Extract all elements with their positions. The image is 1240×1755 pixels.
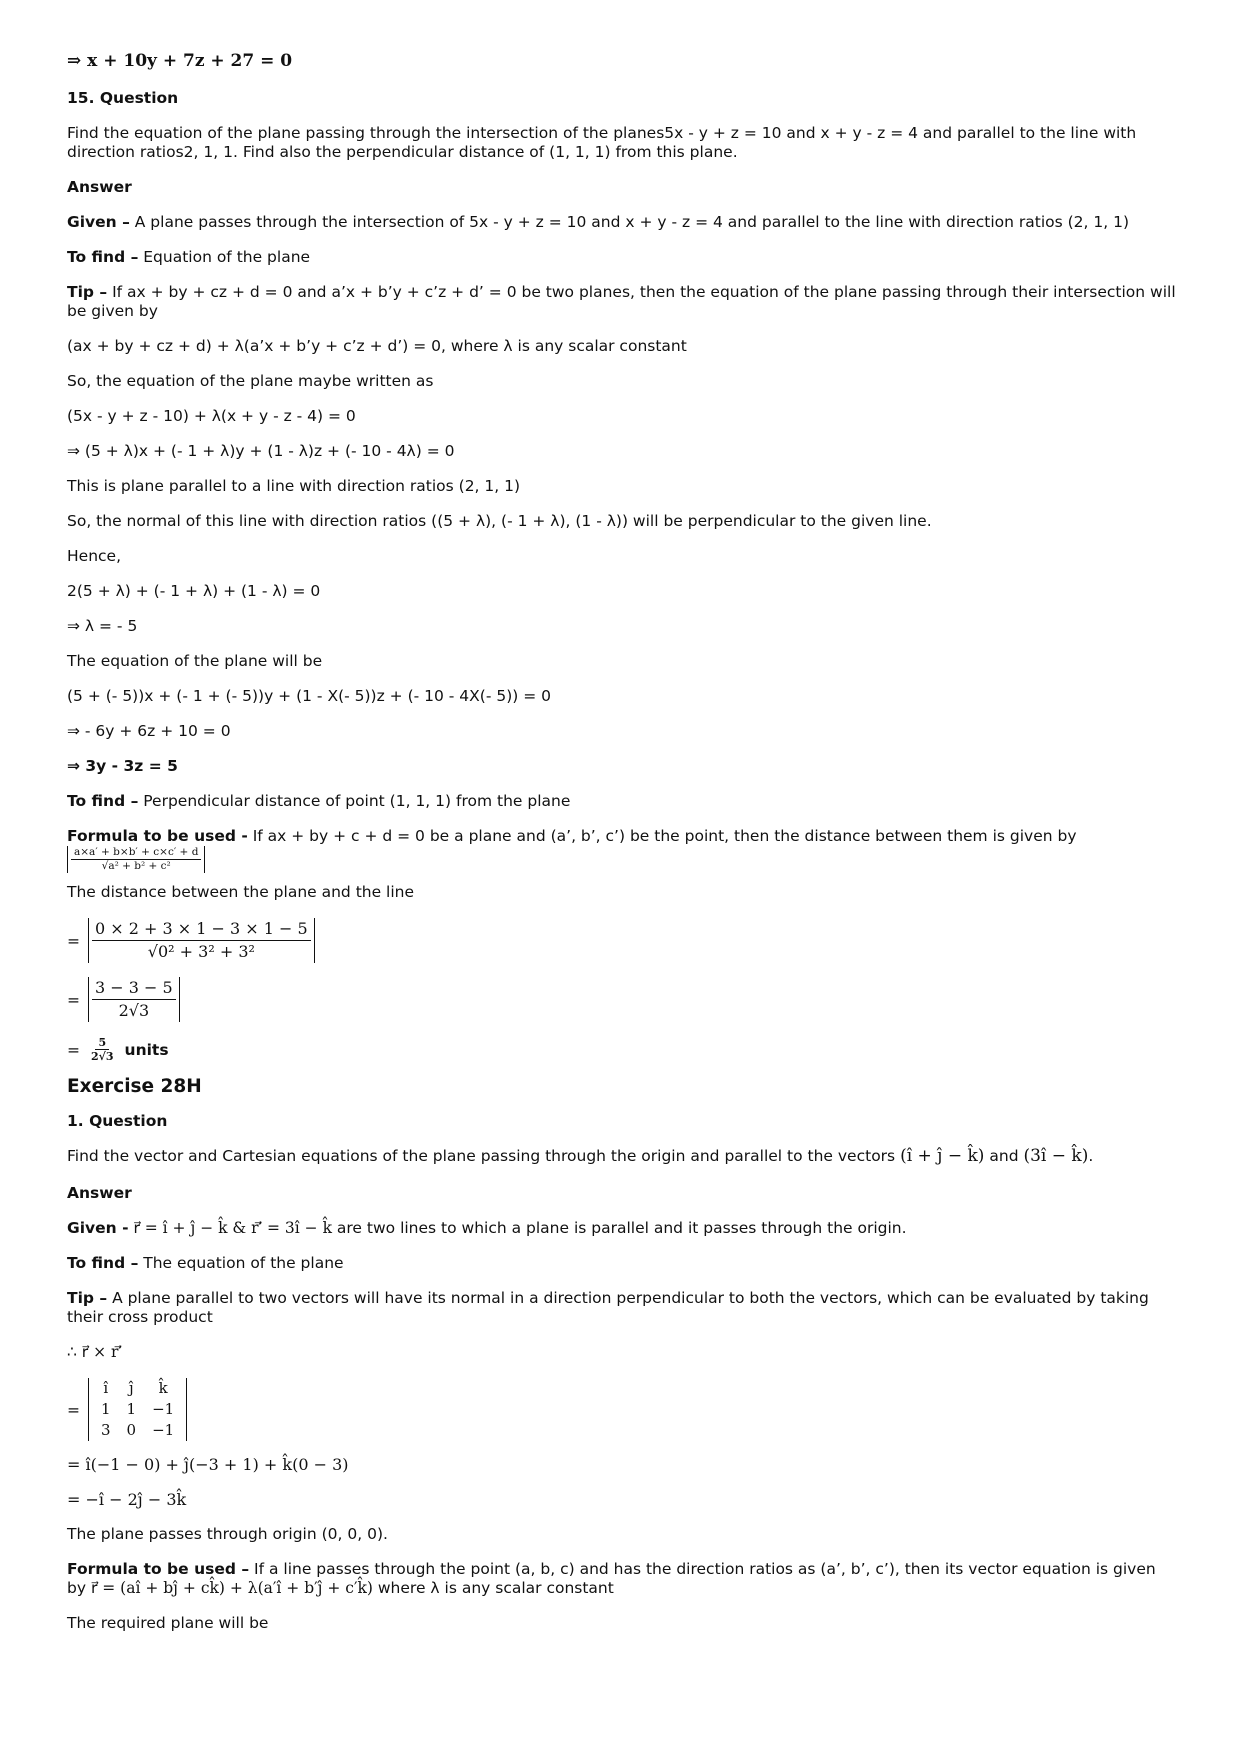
determinant-matrix <box>88 1378 187 1441</box>
equals-sign: = <box>67 990 80 1009</box>
vector-2: (3î − k̂) <box>1023 1146 1089 1166</box>
period: . <box>1088 1147 1094 1165</box>
distance-formula <box>67 846 205 873</box>
fraction-numerator: 5 <box>95 1036 109 1050</box>
formula-end-text: where λ is any scalar constant <box>372 1579 614 1597</box>
question-1-text <box>67 1147 1177 1166</box>
step-line: (5 + (- 5))x + (- 1 + (- 5))y + (1 - X(- 5))z + (- 10 - 4X(- 5)) = 0 <box>67 687 552 705</box>
matrix-cell: 1 <box>101 1400 111 1418</box>
step-line: 2(5 + λ) + (- 1 + λ) + (1 - λ) = 0 <box>67 582 321 600</box>
matrix-cell: 1 <box>126 1400 137 1418</box>
fraction-numerator: a×a′ + b×b′ + c×c′ + d <box>71 846 201 860</box>
to-find-text: Perpendicular distance of point (1, 1, 1) from the plane <box>138 792 571 810</box>
given-label: Given - <box>67 1219 129 1237</box>
to-find-line-3 <box>67 1254 1177 1273</box>
equation-result: ⇒ x + 10y + 7z + 27 = 0 <box>67 51 293 71</box>
formula-line <box>67 827 1177 873</box>
matrix-cell: −1 <box>152 1400 175 1418</box>
and-text: and <box>984 1147 1024 1165</box>
step-line: ⇒ (5 + λ)x + (- 1 + λ)y + (1 - λ)z + (- 10 - 4λ) = 0 <box>67 442 455 460</box>
cross-product-line: ∴ r⃗ × r′⃗ <box>67 1343 122 1361</box>
to-find-label: To find – <box>67 792 139 810</box>
fraction-denominator: 2√3 <box>91 1050 114 1063</box>
to-find-text: Equation of the plane <box>138 248 311 266</box>
step-line-bold: ⇒ 3y - 3z = 5 <box>67 757 178 775</box>
matrix-cell: 3 <box>101 1421 111 1439</box>
given-text: A plane passes through the intersection of 5x - y + z = 10 and x + y - z = 4 and parallel to the line with direction ratios (2, 1, 1) <box>129 213 1130 231</box>
step-line: The distance between the plane and the line <box>67 883 415 901</box>
step-line: The plane passes through origin (0, 0, 0). <box>67 1525 388 1543</box>
fraction-denominator: √a² + b² + c² <box>101 860 171 872</box>
matrix-row <box>93 1378 182 1399</box>
step-line: So, the normal of this line with direction ratios ((5 + λ), (- 1 + λ), (1 - λ)) will be perpendicular to the given line. <box>67 512 932 530</box>
formula-label: Formula to be used - <box>67 827 248 845</box>
equals-sign: = <box>67 1040 80 1059</box>
fraction-denominator: √0² + 3² + 3² <box>147 942 255 961</box>
fraction-numerator: 3 − 3 − 5 <box>92 977 176 1000</box>
question-text: Find the vector and Cartesian equations of the plane passing through the origin and parallel to the vectors <box>67 1147 896 1165</box>
matrix-cell: −1 <box>152 1421 175 1439</box>
matrix-cell: 0 <box>126 1421 137 1439</box>
distance-result <box>67 1036 1177 1063</box>
distance-formula-fraction <box>71 846 201 873</box>
vector-1: (î + ĵ − k̂) <box>900 1146 985 1166</box>
tip-label: Tip – <box>67 283 108 301</box>
answer-heading-2: Answer <box>67 1184 132 1202</box>
fraction-numerator: 0 × 2 + 3 × 1 − 3 × 1 − 5 <box>92 918 311 941</box>
step-line: (5x - y + z - 10) + λ(x + y - z - 4) = 0 <box>67 407 356 425</box>
question-1-title: 1. Question <box>67 1112 168 1130</box>
expansion-line: = î(−1 − 0) + ĵ(−3 + 1) + k̂(0 − 3) <box>67 1455 349 1474</box>
matrix-row <box>93 1399 182 1420</box>
absolute-value <box>88 918 315 963</box>
to-find-text: The equation of the plane <box>138 1254 344 1272</box>
tip-text: A plane parallel to two vectors will have its normal in a direction perpendicular to both the vectors, which can be evaluated by taking their cross product <box>67 1289 1149 1326</box>
to-find-label: To find – <box>67 1254 139 1272</box>
equals-sign: = <box>67 931 80 950</box>
given-label: Given – <box>67 213 130 231</box>
matrix-row <box>93 1420 182 1441</box>
question-15-text: Find the equation of the plane passing through the intersection of the planes5x - y + z = 10 and x + y - z = 4 and parallel to the line with direction ratios2, 1, 1. Find also the perpendicular distance of (1, 1, 1) from this plane. <box>67 124 1137 161</box>
step-line: This is plane parallel to a line with direction ratios (2, 1, 1) <box>67 477 521 495</box>
vector-equation-math: r⃗ = (aî + bĵ + ck̂) + λ(a′î + b′ĵ + c′k̂) <box>90 1579 373 1597</box>
to-find-label: To find – <box>67 248 139 266</box>
given-text: are two lines to which a plane is parallel and it passes through the origin. <box>336 1219 907 1237</box>
formula-text: If ax + by + c + d = 0 be a plane and (a’, b’, c’) be the point, then the distance between them is given by <box>247 827 1077 845</box>
question-15-title: 15. Question <box>67 89 179 107</box>
given-line <box>67 213 1177 232</box>
matrix-cell: î <box>103 1379 109 1397</box>
tip-text: If ax + by + cz + d = 0 and a’x + b’y + c’z + d’ = 0 be two planes, then the equation of the plane passing through their intersection will be given by <box>67 283 1176 320</box>
exercise-heading: Exercise 28H <box>67 1076 202 1097</box>
matrix-cell: ĵ <box>128 1379 134 1397</box>
tip-line <box>67 283 1177 321</box>
document-page <box>67 52 1177 1649</box>
answer-heading: Answer <box>67 178 132 196</box>
absolute-value <box>88 977 180 1022</box>
step-line: Hence, <box>67 547 122 565</box>
normal-vector-line: = −î − 2ĵ − 3k̂ <box>67 1490 187 1509</box>
result-fraction <box>88 1036 117 1063</box>
step-line: ⇒ - 6y + 6z + 10 = 0 <box>67 722 231 740</box>
step-line: (ax + by + cz + d) + λ(a’x + b’y + c’z + d’) = 0, where λ is any scalar constant <box>67 337 687 355</box>
formula-line-2 <box>67 1560 1177 1598</box>
to-find-line-2 <box>67 792 1177 811</box>
tip-label: Tip – <box>67 1289 108 1307</box>
distance-step-2 <box>67 977 1177 1022</box>
step-line: The required plane will be <box>67 1614 269 1632</box>
units-label: units <box>124 1040 169 1059</box>
tip-line-2 <box>67 1289 1177 1327</box>
given-line-2 <box>67 1219 1177 1238</box>
step-line: The equation of the plane will be <box>67 652 323 670</box>
equals-sign: = <box>67 1400 80 1419</box>
fraction <box>92 977 176 1022</box>
formula-label: Formula to be used – <box>67 1560 250 1578</box>
step-line: So, the equation of the plane maybe written as <box>67 372 434 390</box>
fraction-denominator: 2√3 <box>118 1001 150 1020</box>
given-math: r⃗ = î + ĵ − k̂ & r′⃗ = 3î − k̂ <box>128 1219 337 1237</box>
to-find-line <box>67 248 1177 267</box>
fraction <box>92 918 311 963</box>
matrix-cell: k̂ <box>158 1379 168 1397</box>
distance-step-1 <box>67 918 1177 963</box>
determinant-line <box>67 1378 1177 1441</box>
step-line: ⇒ λ = - 5 <box>67 617 138 635</box>
formula-text: If a line passes through the point (a, b, c) and has the direction ratios as (a’, b’, c’), then its vector equation is given by <box>67 1560 1156 1597</box>
